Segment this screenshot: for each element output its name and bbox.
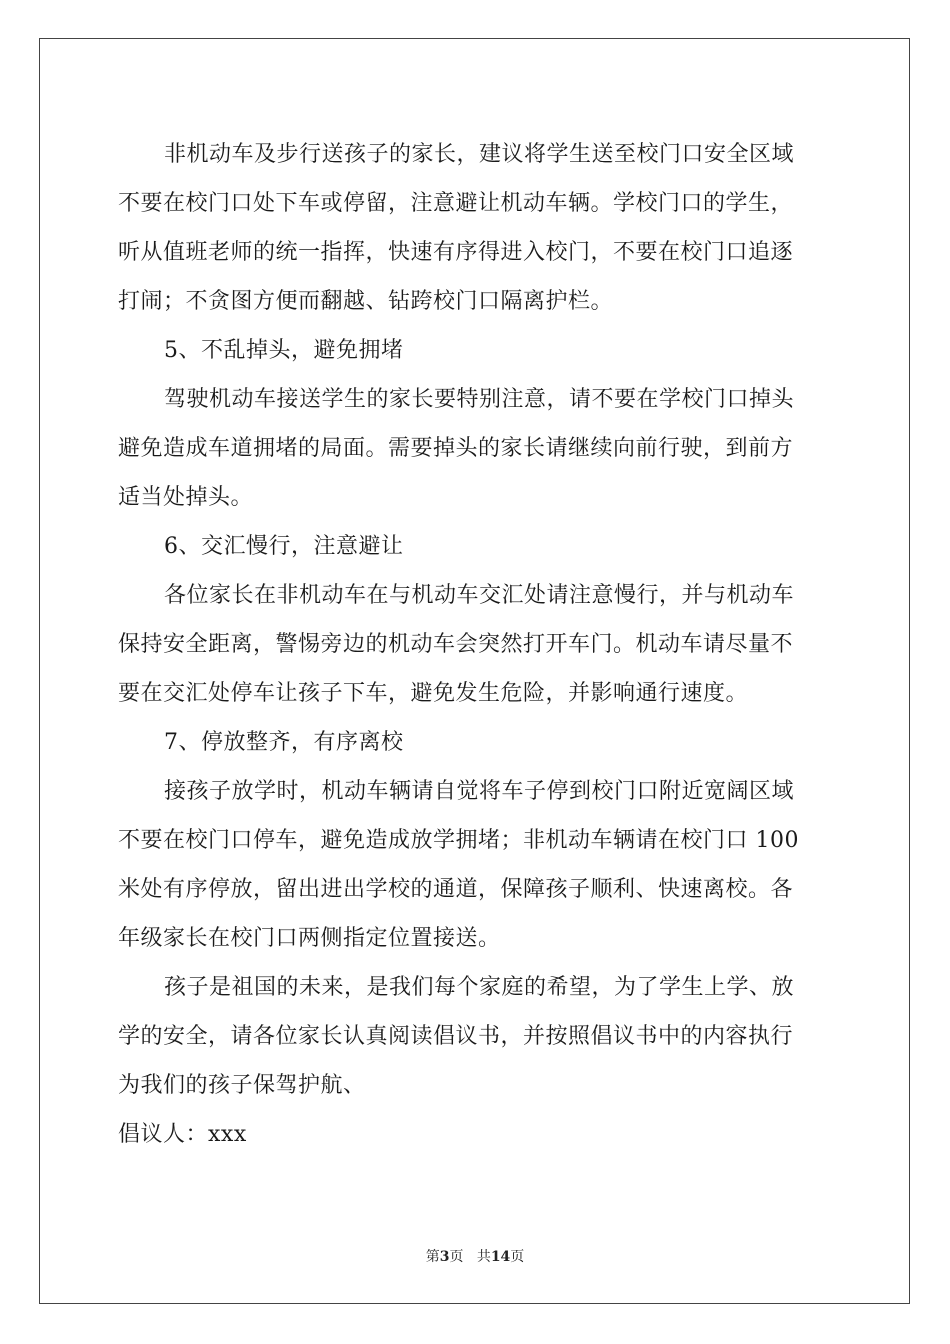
total-prefix: 共 — [476, 1249, 491, 1265]
page-total: 14 — [490, 1249, 511, 1265]
document-body — [118, 130, 838, 1159]
text-line: 不要在校门口处下车或停留，注意避让机动车辆。学校门口的学生， — [118, 191, 794, 216]
text-line: 打闹；不贪图方便而翻越、钻跨校门口隔离护栏。 — [118, 289, 614, 314]
section-heading: 6、交汇慢行，注意避让 — [164, 534, 404, 559]
text-line: 保持安全距离，警惕旁边的机动车会突然打开车门。机动车请尽量不 — [118, 632, 794, 657]
text-line: 学的安全，请各位家长认真阅读倡议书，并按照倡议书中的内容执行 — [118, 1024, 794, 1049]
text-line: 非机动车及步行送孩子的家长，建议将学生送至校门口安全区域 — [164, 142, 795, 167]
section-heading: 7、停放整齐，有序离校 — [164, 730, 404, 755]
text-line: 米处有序停放，留出进出学校的通道，保障孩子顺利、快速离校。各 — [118, 877, 794, 902]
text-line: 各位家长在非机动车在与机动车交汇处请注意慢行，并与机动车 — [164, 583, 795, 608]
text-line: 不要在校门口停车，避免造成放学拥堵；非机动车辆请在校门口 100 — [118, 828, 799, 853]
text-line: 驾驶机动车接送学生的家长要特别注意，请不要在学校门口掉头 — [164, 387, 795, 412]
text-line: 适当处掉头。 — [118, 485, 254, 510]
text-line: 为我们的孩子保驾护航、 — [118, 1073, 366, 1098]
text-line: 听从值班老师的统一指挥，快速有序得进入校门，不要在校门口追逐 — [118, 240, 794, 265]
section-heading: 5、不乱掉头，避免拥堵 — [164, 338, 404, 363]
page-unit: 页 — [449, 1249, 464, 1265]
text-line: 接孩子放学时，机动车辆请自觉将车子停到校门口附近宽阔区域 — [164, 779, 795, 804]
text-line: 孩子是祖国的未来，是我们每个家庭的希望，为了学生上学、放 — [164, 975, 795, 1000]
page-current: 3 — [439, 1249, 450, 1265]
page-prefix: 第 — [425, 1249, 440, 1265]
signature-line: 倡议人：xxx — [118, 1122, 247, 1147]
text-line: 要在交汇处停车让孩子下车，避免发生危险，并影响通行速度。 — [118, 681, 749, 706]
text-line: 年级家长在校门口两侧指定位置接送。 — [118, 926, 501, 951]
page-footer — [0, 1246, 950, 1266]
total-unit: 页 — [510, 1249, 525, 1265]
text-line: 避免造成车道拥堵的局面。需要掉头的家长请继续向前行驶，到前方 — [118, 436, 794, 461]
